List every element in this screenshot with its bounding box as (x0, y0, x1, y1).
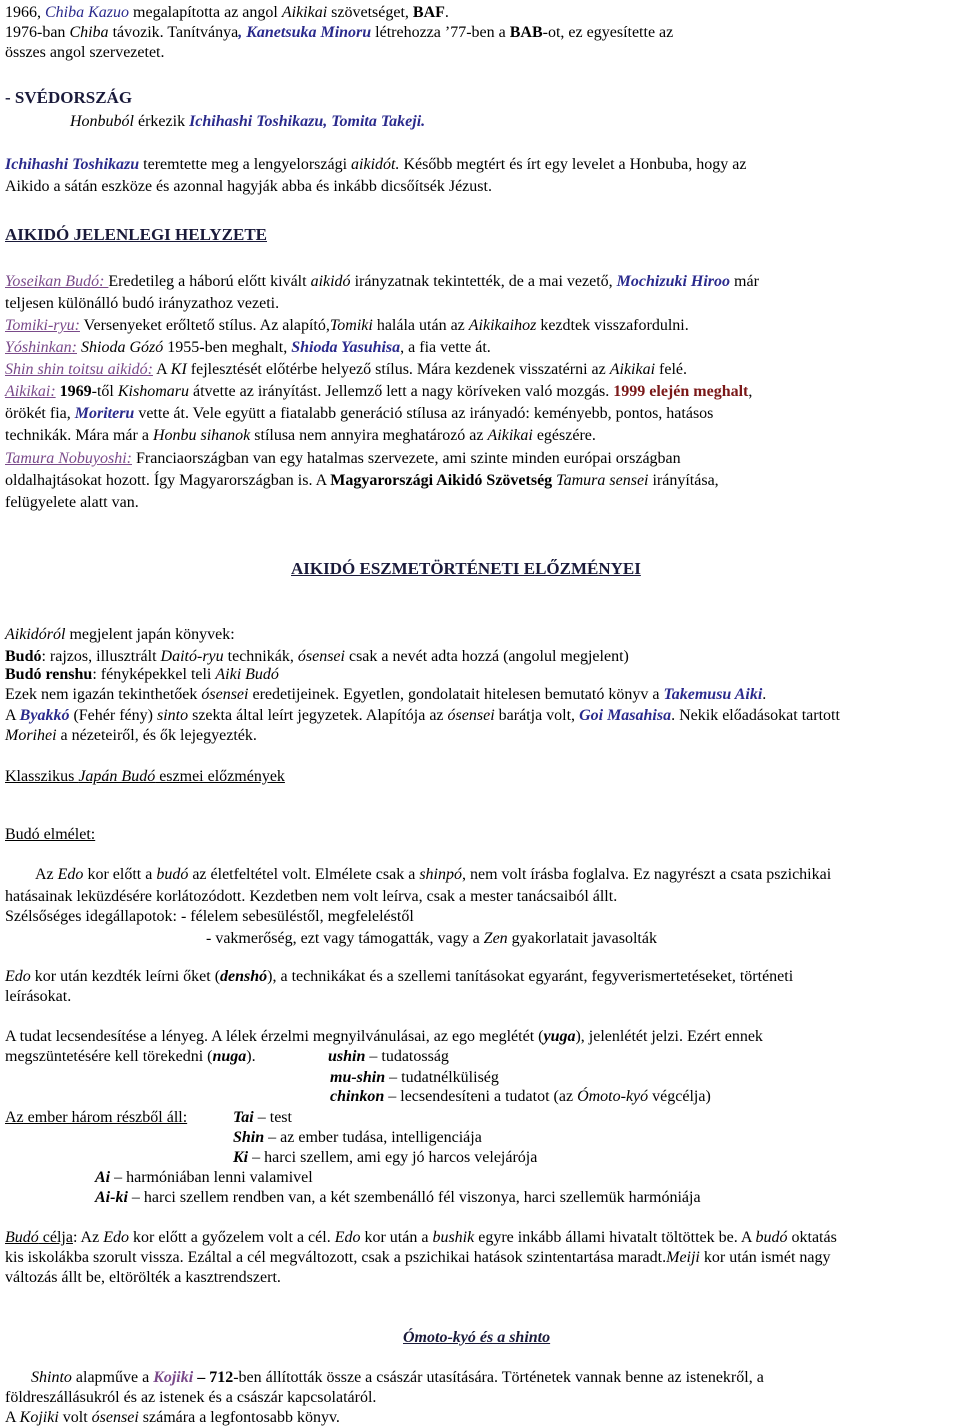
text-run: ósensei (201, 686, 249, 703)
text-run: Honbuból (70, 113, 134, 130)
text-run: kezdtek visszafordulni. (536, 317, 689, 334)
text-run: – az ember tudása, intelligenciája (264, 1129, 482, 1146)
text-run: Aikikai: (5, 383, 56, 400)
text-line-byakko (5, 706, 840, 726)
text-run: oldalhajtásokat hozott. Így Magyarországban is. A (5, 472, 331, 489)
text-run: A (153, 361, 171, 378)
text-run: -től (91, 383, 118, 400)
text-run: célja (38, 1229, 73, 1246)
text-run: Budó (5, 1229, 39, 1246)
text-run: Japán Budó (78, 768, 156, 785)
subheading-omoto-kyo: Ómoto-kyó és a shinto (403, 1329, 551, 1346)
text-run: Daitó-ryu (160, 648, 224, 665)
text-run: felé. (655, 361, 688, 378)
text-run: A (5, 1409, 20, 1426)
heading-history: AIKIDÓ ESZMETÖRTÉNETI ELŐZMÉNYEI (291, 559, 641, 578)
text-run: – test (253, 1109, 292, 1126)
text-run: : rajzos, illusztrált (41, 648, 161, 665)
text-run: Tai (233, 1109, 254, 1126)
text-run: eszmei előzmények (155, 768, 285, 785)
text-run: ósensei (91, 1409, 139, 1426)
text-run: denshó (220, 968, 268, 985)
text-run: 1976-ban (5, 24, 70, 41)
text-run: megalapította az angol (129, 4, 282, 21)
text-line-kanetsuka (5, 23, 673, 43)
text-line: változás állt be, eltörölték a kasztrendszert. (5, 1269, 281, 1286)
text-run: BAF (412, 4, 445, 21)
text-line-chiba (5, 3, 449, 23)
text-run: átvette az irányítást. Jellemző lett a nagy köríveken való mozgás. (188, 383, 614, 400)
text-run: Moriteru (74, 405, 135, 422)
text-run: – harci szellem, ami egy jó harcos velejárója (248, 1149, 538, 1166)
text-run: Zen (483, 930, 508, 947)
text-run: Tomiki-ryu: (5, 317, 80, 334)
section-title-sweden: - SVÉDORSZÁG (5, 88, 133, 107)
text-line: teljesen különálló budó irányzathoz vezeti. (5, 295, 280, 312)
style-tamura (5, 449, 681, 469)
term-ai (95, 1168, 313, 1188)
text-run: . (762, 686, 767, 703)
text-run: . Nekik előadásokat tartott (671, 707, 840, 724)
text-run: távozik. Tanítványa (108, 24, 239, 41)
text-run: ushin (328, 1048, 366, 1065)
text-run: Takemusu Aiki (663, 686, 763, 703)
text-run: 1969 (59, 383, 92, 400)
text-run: Aikikai (281, 4, 328, 21)
text-run: shinpó (419, 866, 462, 883)
text-run: számára a legfontosabb könyv. (138, 1409, 340, 1426)
text-run: (Fehér fény) (69, 707, 157, 724)
text-run: Aikidóról (5, 626, 66, 643)
text-run: . (444, 4, 449, 21)
style-yoshinkan (5, 338, 491, 358)
text-run: yuga (543, 1028, 576, 1045)
style-shin-shin (5, 360, 687, 380)
text-run: aikidó (310, 273, 351, 290)
text-run: volt (58, 1409, 92, 1426)
text-run: Aiki Budó (215, 666, 279, 683)
text-run: teremtette meg a lengyelországi (139, 156, 352, 173)
text-line (5, 1248, 831, 1268)
text-run: sinto (156, 707, 189, 724)
text-line (206, 929, 657, 949)
text-run: alapműve a (71, 1369, 154, 1386)
text-line-ichihashi (5, 155, 746, 175)
text-run: A (5, 707, 20, 724)
text-line (5, 967, 793, 987)
text-run: Edo (103, 1229, 129, 1246)
text-run: létrehozza ’77-ben a (371, 24, 510, 41)
text-line (5, 685, 766, 705)
text-run: , nem volt írásba foglalva. Ez nagyrészt a csata pszichikai (461, 866, 832, 883)
term-tai (233, 1108, 292, 1128)
text-run: – (193, 1369, 210, 1386)
text-run: fejlesztését előtérbe helyező stílus. Mára kezdenek visszatérni az (186, 361, 610, 378)
text-run: Kojiki (153, 1369, 194, 1386)
text-run: Magyarországi Aikidó Szövetség (330, 472, 553, 489)
text-run: vette át. Vele együtt a fiatalabb generáció stílusa az irányadó: keményebb, pontos, hatásos (134, 405, 714, 422)
text-run: – harci szellem rendben van, a két szembenálló fél viszonya, harci szellemük harmóniája (127, 1189, 701, 1206)
text-run: végcélja) (648, 1088, 711, 1105)
text-run: Ómoto-kyó (577, 1088, 649, 1105)
text-run: egészére. (532, 427, 596, 444)
text-run: irányzatnak tekintették, de a mai vezető, (350, 273, 617, 290)
text-run: Shin (233, 1129, 265, 1146)
term-ai-ki (95, 1188, 701, 1208)
text-run: a nézeteiről, és ők lejegyezték. (56, 727, 257, 744)
text-run: eredetijeinek. Egyetlen, gondolatait hitelesen bemutató könyv a (248, 686, 664, 703)
text-run: Aikikaihoz (468, 317, 537, 334)
text-run: kor előtt a (83, 866, 157, 883)
subheading-classic (5, 767, 285, 787)
text-line: felügyelete alatt van. (5, 494, 139, 511)
text-line: összes angol szervezetet. (5, 44, 165, 61)
text-line (5, 426, 596, 446)
text-run: 712 (209, 1369, 234, 1386)
text-run: Aikikai (487, 427, 533, 444)
text-run: 1955-ben meghalt, (163, 339, 292, 356)
text-run: - vakmerőség, ezt vagy támogatták, vagy a (206, 930, 484, 947)
text-run: KI (170, 361, 187, 378)
text-line (35, 865, 831, 885)
name-kanetsuka-minoru: , Kanetsuka Minoru (238, 24, 372, 41)
style-yoseikan (5, 272, 759, 292)
heading-current-situation: AIKIDÓ JELENLEGI HELYZETE (5, 225, 268, 244)
text-run: Ichihashi Toshikazu (5, 156, 140, 173)
text-run: Eredetileg a háború előtt kivált (108, 273, 311, 290)
text-run: ósensei (447, 707, 495, 724)
text-run: technikák. Mára már a (5, 427, 153, 444)
text-run: Yóshinkan: (5, 339, 77, 356)
text-run: mu-shin (330, 1069, 386, 1086)
text-run: – lecsendesíteni a tudatot (az (384, 1088, 578, 1105)
term-shin (233, 1128, 482, 1148)
text-line (5, 726, 257, 746)
text-line (5, 471, 719, 491)
text-line: leírásokat. (5, 988, 72, 1005)
text-run: 1966, (5, 4, 45, 21)
text-run: szekta által leírt jegyzetek. Alapítója az (188, 707, 448, 724)
text-run: Edo (5, 968, 31, 985)
text-line (31, 1368, 764, 1388)
text-line (5, 1047, 256, 1067)
text-line-books (5, 625, 235, 645)
text-run: stílusa nem annyira meghatározó az (250, 427, 488, 444)
text-run: technikák, (223, 648, 298, 665)
text-run: Byakkó (19, 707, 70, 724)
text-line: Aikido a sátán eszköze és azonnal hagyják abba és inkább dicsőítsék Jézust. (5, 178, 492, 195)
text-line: földreszállásukról és az istenek és a császár kapcsolatáról. (5, 1389, 377, 1406)
text-run: szövetséget, (327, 4, 413, 21)
text-run: Az (35, 866, 58, 883)
text-run: Ki (233, 1149, 249, 1166)
text-run: Kishomaru (117, 383, 189, 400)
text-run: Ai-ki (95, 1189, 128, 1206)
text-run: Később megtért és írt egy levelet a Honbuba, hogy az (399, 156, 747, 173)
text-run: A tudat lecsendesítése a lényeg. A lélek érzelmi megnyilvánulásai, az ego meglétét ( (5, 1028, 544, 1045)
text-run: gyakorlatait javasolták (507, 930, 657, 947)
text-run: megjelent japán könyvek: (65, 626, 235, 643)
text-run: aikidót. (351, 156, 400, 173)
text-run: Chiba (69, 24, 109, 41)
text-run: Aikikai (609, 361, 656, 378)
text-run: ósensei (297, 648, 345, 665)
link-yoseikan: Yoseikan Budó: (5, 273, 109, 290)
text-run: Morihei (5, 727, 57, 744)
text-run: kor után ismét nagy (699, 1249, 831, 1266)
text-run: : Az (72, 1229, 104, 1246)
text-run: Edo (57, 866, 84, 883)
text-line (5, 1408, 340, 1428)
text-run: Shin shin toitsu aikidó: (5, 361, 153, 378)
text-run: nuga (212, 1048, 247, 1065)
text-run: kor előtt a győzelem volt a cél. (128, 1229, 335, 1246)
text-run: kis iskolákba szorult vissza. Ezáltal a cél megváltozott, csak a pszichikai hatások szintentartása maradt. (5, 1249, 667, 1266)
text-run: , (748, 383, 753, 400)
term-chinkon (330, 1087, 711, 1107)
text-line: Szélsőséges idegállapotok: - félelem sebesüléstől, megfeleléstől (5, 908, 414, 925)
text-run: Budó renshu (5, 666, 93, 683)
text-run: – tudatnélküliség (385, 1069, 499, 1086)
name-chiba-kazuo: Chiba Kazuo (45, 4, 130, 21)
text-run: BAB (509, 24, 543, 41)
text-run: Tamura Nobuyoshi: (5, 450, 132, 467)
text-run: oktatás (787, 1229, 837, 1246)
text-run: kor után a (360, 1229, 433, 1246)
text-run: , a fia vette át. (400, 339, 491, 356)
text-run: Kojiki (19, 1409, 59, 1426)
term-ki (233, 1148, 537, 1168)
book-budo-renshu (5, 665, 279, 685)
text-run: Shioda Gózó (81, 339, 164, 356)
text-run: Tamura sensei (556, 472, 649, 489)
text-run: budó (755, 1229, 788, 1246)
text-run: Ai (95, 1169, 111, 1186)
text-run: örökét fia, (5, 405, 75, 422)
text-run: Budó (5, 648, 42, 665)
text-run: Versenyeket erőltető stílus. Az alapító, (79, 317, 330, 334)
text-run: : fényképekkel teli (92, 666, 216, 683)
subheading-budo-theory: Budó elmélet: (5, 826, 96, 843)
term-ushin (328, 1047, 449, 1067)
text-run: -ot, ez egyesítette az (542, 24, 674, 41)
text-run: Tomiki (329, 317, 373, 334)
text-line (5, 1027, 763, 1047)
text-run: érkezik (134, 113, 190, 130)
text-run: chinkon (330, 1088, 385, 1105)
text-run: Franciaországban van egy hatalmas szervezete, ami szinte minden európai országban (131, 450, 681, 467)
text-line-budo-aim (5, 1228, 837, 1248)
text-run: -ben állították össze a császár utasítására. Történetek vannak benne az istenekről, a (233, 1369, 764, 1386)
text-run: – harmóniában lenni valamivel (110, 1169, 313, 1186)
style-tomiki (5, 316, 689, 336)
text-run: megszüntetésére kell törekedni ( (5, 1048, 213, 1065)
text-run: – tudatosság (365, 1048, 449, 1065)
text-run: Honbu sihanok (152, 427, 251, 444)
text-run: egyre inkább állami hivatalt töltöttek be. A (474, 1229, 756, 1246)
text-run: ). (246, 1048, 256, 1065)
text-run: bushik (432, 1229, 475, 1246)
text-three-parts: Az ember három részből áll: (5, 1109, 188, 1126)
text-run: Ichihashi Toshikazu, Tomita Takeji. (189, 113, 426, 130)
text-run: Mochizuki Hiroo (616, 273, 731, 290)
text-run: kor után kezdték leírni őket ( (30, 968, 221, 985)
text-run: halála után az (372, 317, 469, 334)
text-run: Meiji (666, 1249, 700, 1266)
text-run: Goi Masahisa (579, 707, 672, 724)
term-mushin (330, 1068, 499, 1088)
text-line (5, 404, 713, 424)
text-run: barátja volt, (494, 707, 580, 724)
text-run: budó (156, 866, 189, 883)
text-run: ), jelenlétét jelzi. Ezért ennek (575, 1028, 763, 1045)
text-line: hatásainak leküzdésére korlátozódott. Kezdetben nem volt leírva, csak a mester tanácsaiból állt. (5, 888, 618, 905)
text-run: Shinto (31, 1369, 72, 1386)
text-run: 1999 elején meghalt (613, 383, 749, 400)
text-run: irányítása, (648, 472, 719, 489)
text-run: Edo (334, 1229, 361, 1246)
text-run: Klasszikus (5, 768, 79, 785)
text-run: már (730, 273, 759, 290)
text-line-honbu (70, 112, 425, 132)
text-run: Ezek nem igazán tekinthetőek (5, 686, 202, 703)
book-budo (5, 647, 629, 667)
text-run: csak a nevét adta hozzá (angolul megjelent) (344, 648, 629, 665)
style-aikikai (5, 382, 752, 402)
text-run: Shioda Yasuhisa (291, 339, 401, 356)
text-run: az életfeltétel volt. Elmélete csak a (188, 866, 420, 883)
text-run: ), a technikákat és a szellemi tanításokat egyaránt, fegyverismertetéseket, történeti (267, 968, 794, 985)
